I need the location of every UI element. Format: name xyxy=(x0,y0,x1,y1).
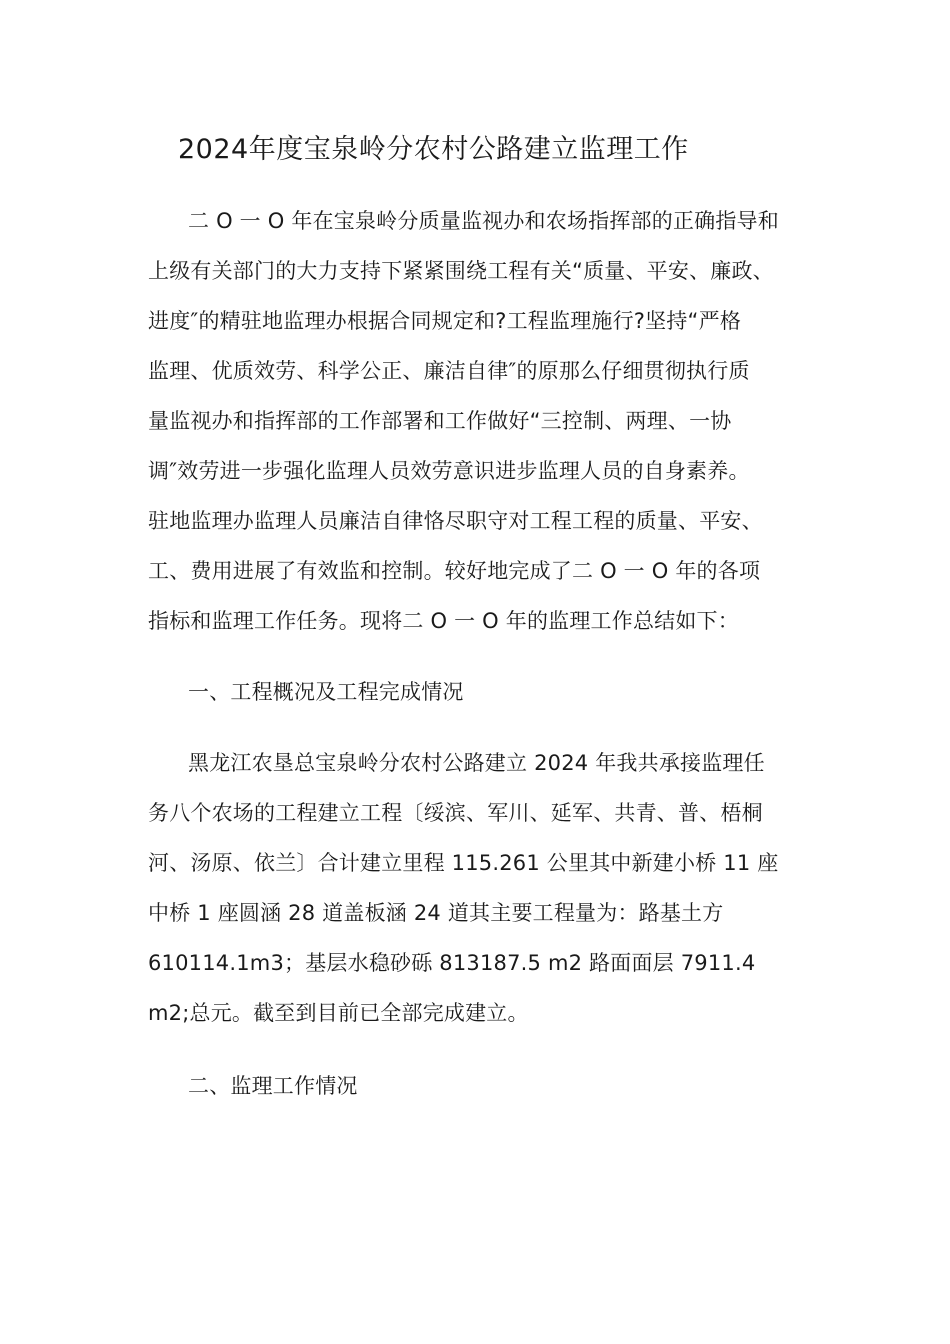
paragraph-1-line-7: 驻地监理办监理人员廉洁自律恪尽职守对工程工程的质量、平安、 xyxy=(148,509,763,533)
paragraph-2-line-1: 黑龙江农垦总宝泉岭分农村公路建立 2024 年我共承接监理任 xyxy=(188,751,765,775)
section-heading-1: 一、工程概况及工程完成情况 xyxy=(188,680,464,704)
section-heading-2: 二、监理工作情况 xyxy=(188,1074,358,1098)
paragraph-2-line-3: 河、汤原、依兰〕合计建立里程 115.261 公里其中新建小桥 11 座 xyxy=(148,851,779,875)
paragraph-2-line-6: m2;总元。截至到目前已全部完成建立。 xyxy=(148,1001,529,1025)
paragraph-1-line-2: 上级有关部门的大力支持下紧紧围绕工程有关“质量、平安、廉政、 xyxy=(148,259,774,283)
paragraph-1-line-4: 监理、优质效劳、科学公正、廉洁自律″的原那么仔细贯彻执行质 xyxy=(148,359,750,383)
paragraph-1-line-6: 调″效劳进一步强化监理人员效劳意识进步监理人员的自身素养。 xyxy=(148,459,750,483)
paragraph-1-line-5: 量监视办和指挥部的工作部署和工作做好“三控制、两理、一协 xyxy=(148,409,732,433)
paragraph-2-line-4: 中桥 1 座圆涵 28 道盖板涵 24 道其主要工程量为：路基土方 xyxy=(148,901,724,925)
paragraph-1-line-1: 二 O 一 O 年在宝泉岭分质量监视办和农场指挥部的正确指导和 xyxy=(188,209,779,233)
paragraph-1-line-8: 工、费用进展了有效监和控制。较好地完成了二 O 一 O 年的各项 xyxy=(148,559,761,583)
paragraph-1-line-9: 指标和监理工作任务。现将二 O 一 O 年的监理工作总结如下： xyxy=(148,609,739,633)
paragraph-2-line-5: 610114.1m3；基层水稳砂砾 813187.5 m2 路面面层 7911.4 xyxy=(148,951,756,975)
paragraph-1-line-3: 进度″的精驻地监理办根据合同规定和?工程监理施行?坚持“严格 xyxy=(148,309,742,333)
paragraph-2-line-2: 务八个农场的工程建立工程〔绥滨、军川、延军、共青、普、梧桐 xyxy=(148,801,763,825)
document-title: 2024年度宝泉岭分农村公路建立监理工作 xyxy=(178,134,689,165)
